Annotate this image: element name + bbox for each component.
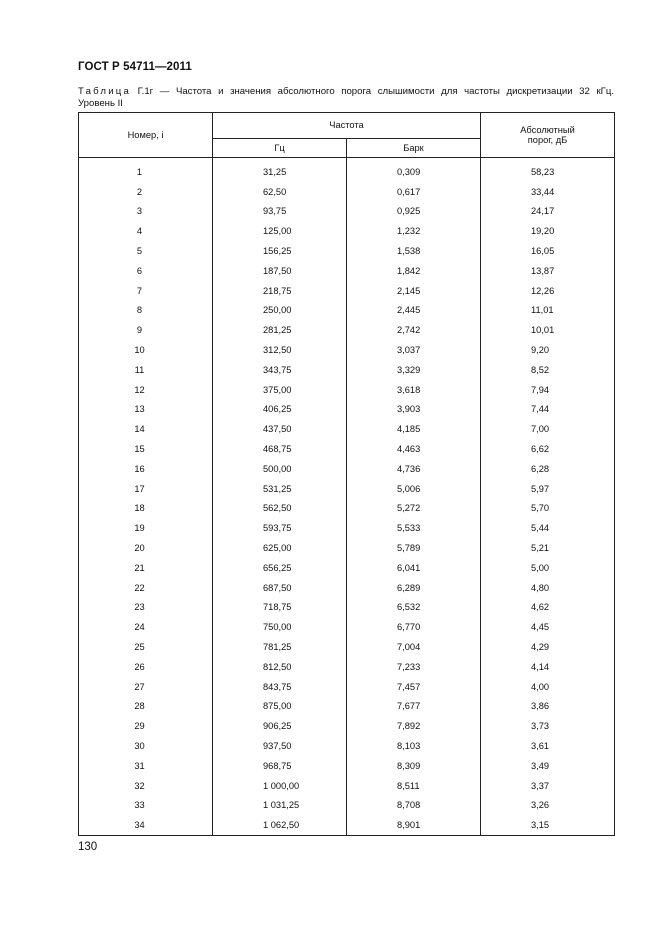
caption-line-1	[78, 86, 614, 98]
table-row	[79, 617, 615, 637]
table-row	[79, 677, 615, 697]
cell-frequency-hz: 562,50	[213, 499, 347, 519]
cell-frequency-hz: 875,00	[213, 697, 347, 717]
table-row	[79, 657, 615, 677]
cell-threshold-db: 5,70	[481, 499, 615, 519]
table-row	[79, 380, 615, 400]
cell-number: 8	[79, 301, 213, 321]
cell-number: 10	[79, 340, 213, 360]
cell-frequency-bark: 5,789	[347, 538, 481, 558]
header-frequency: Частота	[213, 113, 481, 139]
cell-threshold-db: 3,61	[481, 736, 615, 756]
table-row	[79, 578, 615, 598]
table-row	[79, 182, 615, 202]
cell-frequency-hz: 156,25	[213, 241, 347, 261]
cell-number: 26	[79, 657, 213, 677]
cell-threshold-db: 13,87	[481, 261, 615, 281]
cell-number: 15	[79, 439, 213, 459]
cell-number: 23	[79, 598, 213, 618]
cell-frequency-hz: 500,00	[213, 459, 347, 479]
table-body	[79, 158, 615, 836]
cell-frequency-bark: 6,289	[347, 578, 481, 598]
cell-frequency-bark: 1,538	[347, 241, 481, 261]
header-threshold-line2: порог, дБ	[527, 135, 568, 145]
cell-frequency-hz: 656,25	[213, 558, 347, 578]
cell-threshold-db: 6,28	[481, 459, 615, 479]
cell-frequency-hz: 375,00	[213, 380, 347, 400]
table-caption	[78, 86, 614, 110]
cell-threshold-db: 5,00	[481, 558, 615, 578]
cell-threshold-db: 33,44	[481, 182, 615, 202]
cell-frequency-bark: 3,618	[347, 380, 481, 400]
cell-number: 32	[79, 776, 213, 796]
cell-threshold-db: 4,29	[481, 637, 615, 657]
header-hz: Гц	[213, 138, 347, 157]
cell-frequency-bark: 8,708	[347, 796, 481, 816]
cell-frequency-bark: 4,185	[347, 419, 481, 439]
table-row	[79, 815, 615, 835]
cell-number: 19	[79, 518, 213, 538]
header-number: Номер, i	[79, 113, 213, 158]
cell-frequency-hz: 531,25	[213, 479, 347, 499]
cell-frequency-hz: 31,25	[213, 158, 347, 182]
caption-title: Г.1г — Частота и значения абсолютного порога слышимости для частоты дискретизации 32 кГц.	[137, 86, 614, 97]
cell-number: 3	[79, 202, 213, 222]
cell-frequency-bark: 0,309	[347, 158, 481, 182]
cell-threshold-db: 11,01	[481, 301, 615, 321]
cell-frequency-hz: 281,25	[213, 320, 347, 340]
cell-threshold-db: 3,26	[481, 796, 615, 816]
table-row	[79, 499, 615, 519]
cell-frequency-hz: 937,50	[213, 736, 347, 756]
cell-number: 16	[79, 459, 213, 479]
table-row	[79, 459, 615, 479]
cell-frequency-bark: 3,329	[347, 360, 481, 380]
table-row	[79, 756, 615, 776]
table-row	[79, 400, 615, 420]
cell-frequency-hz: 687,50	[213, 578, 347, 598]
cell-frequency-bark: 5,272	[347, 499, 481, 519]
cell-frequency-bark: 7,677	[347, 697, 481, 717]
cell-frequency-bark: 8,901	[347, 815, 481, 835]
caption-lead: Таблица	[78, 86, 132, 97]
table-row	[79, 518, 615, 538]
cell-threshold-db: 4,14	[481, 657, 615, 677]
cell-threshold-db: 3,86	[481, 697, 615, 717]
table-row	[79, 637, 615, 657]
cell-threshold-db: 5,21	[481, 538, 615, 558]
cell-frequency-bark: 4,736	[347, 459, 481, 479]
cell-number: 9	[79, 320, 213, 340]
cell-number: 21	[79, 558, 213, 578]
cell-frequency-hz: 593,75	[213, 518, 347, 538]
table-row	[79, 241, 615, 261]
cell-threshold-db: 5,44	[481, 518, 615, 538]
cell-number: 1	[79, 158, 213, 182]
header-threshold-line1: Абсолютный	[520, 125, 575, 135]
cell-frequency-hz: 750,00	[213, 617, 347, 637]
table-row	[79, 221, 615, 241]
table-row	[79, 301, 615, 321]
cell-threshold-db: 9,20	[481, 340, 615, 360]
table-row	[79, 736, 615, 756]
cell-frequency-hz: 187,50	[213, 261, 347, 281]
cell-frequency-bark: 7,457	[347, 677, 481, 697]
cell-threshold-db: 6,62	[481, 439, 615, 459]
cell-number: 11	[79, 360, 213, 380]
cell-threshold-db: 12,26	[481, 281, 615, 301]
cell-frequency-hz: 1 000,00	[213, 776, 347, 796]
cell-frequency-hz: 312,50	[213, 340, 347, 360]
cell-number: 25	[79, 637, 213, 657]
cell-frequency-bark: 0,925	[347, 202, 481, 222]
cell-threshold-db: 7,00	[481, 419, 615, 439]
table-row	[79, 158, 615, 182]
table-row	[79, 716, 615, 736]
table-row	[79, 261, 615, 281]
cell-number: 34	[79, 815, 213, 835]
cell-frequency-hz: 250,00	[213, 301, 347, 321]
table-row	[79, 202, 615, 222]
threshold-table	[78, 112, 615, 836]
table-row	[79, 558, 615, 578]
cell-frequency-hz: 625,00	[213, 538, 347, 558]
cell-threshold-db: 3,15	[481, 815, 615, 835]
cell-number: 27	[79, 677, 213, 697]
cell-frequency-hz: 468,75	[213, 439, 347, 459]
table-row	[79, 360, 615, 380]
cell-frequency-bark: 2,445	[347, 301, 481, 321]
table-row	[79, 320, 615, 340]
cell-frequency-bark: 0,617	[347, 182, 481, 202]
cell-number: 12	[79, 380, 213, 400]
cell-frequency-bark: 2,145	[347, 281, 481, 301]
cell-threshold-db: 7,44	[481, 400, 615, 420]
cell-frequency-hz: 843,75	[213, 677, 347, 697]
cell-number: 24	[79, 617, 213, 637]
cell-frequency-hz: 1 031,25	[213, 796, 347, 816]
cell-frequency-bark: 3,903	[347, 400, 481, 420]
cell-frequency-bark: 5,533	[347, 518, 481, 538]
table-row	[79, 281, 615, 301]
cell-frequency-bark: 6,041	[347, 558, 481, 578]
cell-frequency-bark: 7,233	[347, 657, 481, 677]
cell-threshold-db: 8,52	[481, 360, 615, 380]
cell-frequency-hz: 812,50	[213, 657, 347, 677]
cell-frequency-hz: 1 062,50	[213, 815, 347, 835]
table-header	[79, 113, 615, 158]
cell-number: 31	[79, 756, 213, 776]
cell-frequency-hz: 437,50	[213, 419, 347, 439]
cell-frequency-bark: 6,770	[347, 617, 481, 637]
cell-frequency-bark: 6,532	[347, 598, 481, 618]
cell-threshold-db: 4,80	[481, 578, 615, 598]
cell-threshold-db: 19,20	[481, 221, 615, 241]
cell-frequency-hz: 406,25	[213, 400, 347, 420]
cell-threshold-db: 24,17	[481, 202, 615, 222]
cell-number: 30	[79, 736, 213, 756]
cell-number: 33	[79, 796, 213, 816]
cell-frequency-bark: 2,742	[347, 320, 481, 340]
header-threshold	[481, 113, 615, 158]
cell-number: 17	[79, 479, 213, 499]
cell-threshold-db: 4,00	[481, 677, 615, 697]
cell-frequency-bark: 8,103	[347, 736, 481, 756]
table-row	[79, 439, 615, 459]
cell-frequency-hz: 125,00	[213, 221, 347, 241]
cell-threshold-db: 7,94	[481, 380, 615, 400]
cell-number: 20	[79, 538, 213, 558]
cell-number: 6	[79, 261, 213, 281]
cell-number: 22	[79, 578, 213, 598]
table-row	[79, 776, 615, 796]
cell-frequency-bark: 8,309	[347, 756, 481, 776]
document-standard-header: ГОСТ Р 54711—2011	[78, 61, 192, 73]
cell-number: 4	[79, 221, 213, 241]
table-row	[79, 598, 615, 618]
cell-frequency-hz: 93,75	[213, 202, 347, 222]
page-number: 130	[78, 841, 98, 853]
header-bark: Барк	[347, 138, 481, 157]
cell-frequency-hz: 906,25	[213, 716, 347, 736]
cell-frequency-hz: 968,75	[213, 756, 347, 776]
cell-frequency-hz: 718,75	[213, 598, 347, 618]
cell-threshold-db: 16,05	[481, 241, 615, 261]
cell-number: 29	[79, 716, 213, 736]
cell-threshold-db: 5,97	[481, 479, 615, 499]
table-row	[79, 796, 615, 816]
cell-number: 28	[79, 697, 213, 717]
cell-frequency-bark: 7,892	[347, 716, 481, 736]
cell-frequency-bark: 3,037	[347, 340, 481, 360]
table-row	[79, 538, 615, 558]
cell-frequency-hz: 343,75	[213, 360, 347, 380]
cell-frequency-hz: 62,50	[213, 182, 347, 202]
cell-threshold-db: 4,45	[481, 617, 615, 637]
cell-frequency-bark: 7,004	[347, 637, 481, 657]
cell-frequency-hz: 781,25	[213, 637, 347, 657]
cell-frequency-bark: 4,463	[347, 439, 481, 459]
cell-threshold-db: 3,49	[481, 756, 615, 776]
cell-frequency-bark: 5,006	[347, 479, 481, 499]
cell-frequency-bark: 8,511	[347, 776, 481, 796]
cell-number: 5	[79, 241, 213, 261]
cell-threshold-db: 4,62	[481, 598, 615, 618]
cell-threshold-db: 58,23	[481, 158, 615, 182]
cell-frequency-bark: 1,232	[347, 221, 481, 241]
cell-threshold-db: 3,37	[481, 776, 615, 796]
cell-number: 2	[79, 182, 213, 202]
cell-threshold-db: 10,01	[481, 320, 615, 340]
cell-frequency-bark: 1,842	[347, 261, 481, 281]
table-row	[79, 419, 615, 439]
table-row	[79, 340, 615, 360]
cell-frequency-hz: 218,75	[213, 281, 347, 301]
cell-threshold-db: 3,73	[481, 716, 615, 736]
cell-number: 13	[79, 400, 213, 420]
cell-number: 18	[79, 499, 213, 519]
caption-line-2: Уровень II	[78, 98, 123, 109]
table-row	[79, 479, 615, 499]
cell-number: 7	[79, 281, 213, 301]
table-row	[79, 697, 615, 717]
cell-number: 14	[79, 419, 213, 439]
